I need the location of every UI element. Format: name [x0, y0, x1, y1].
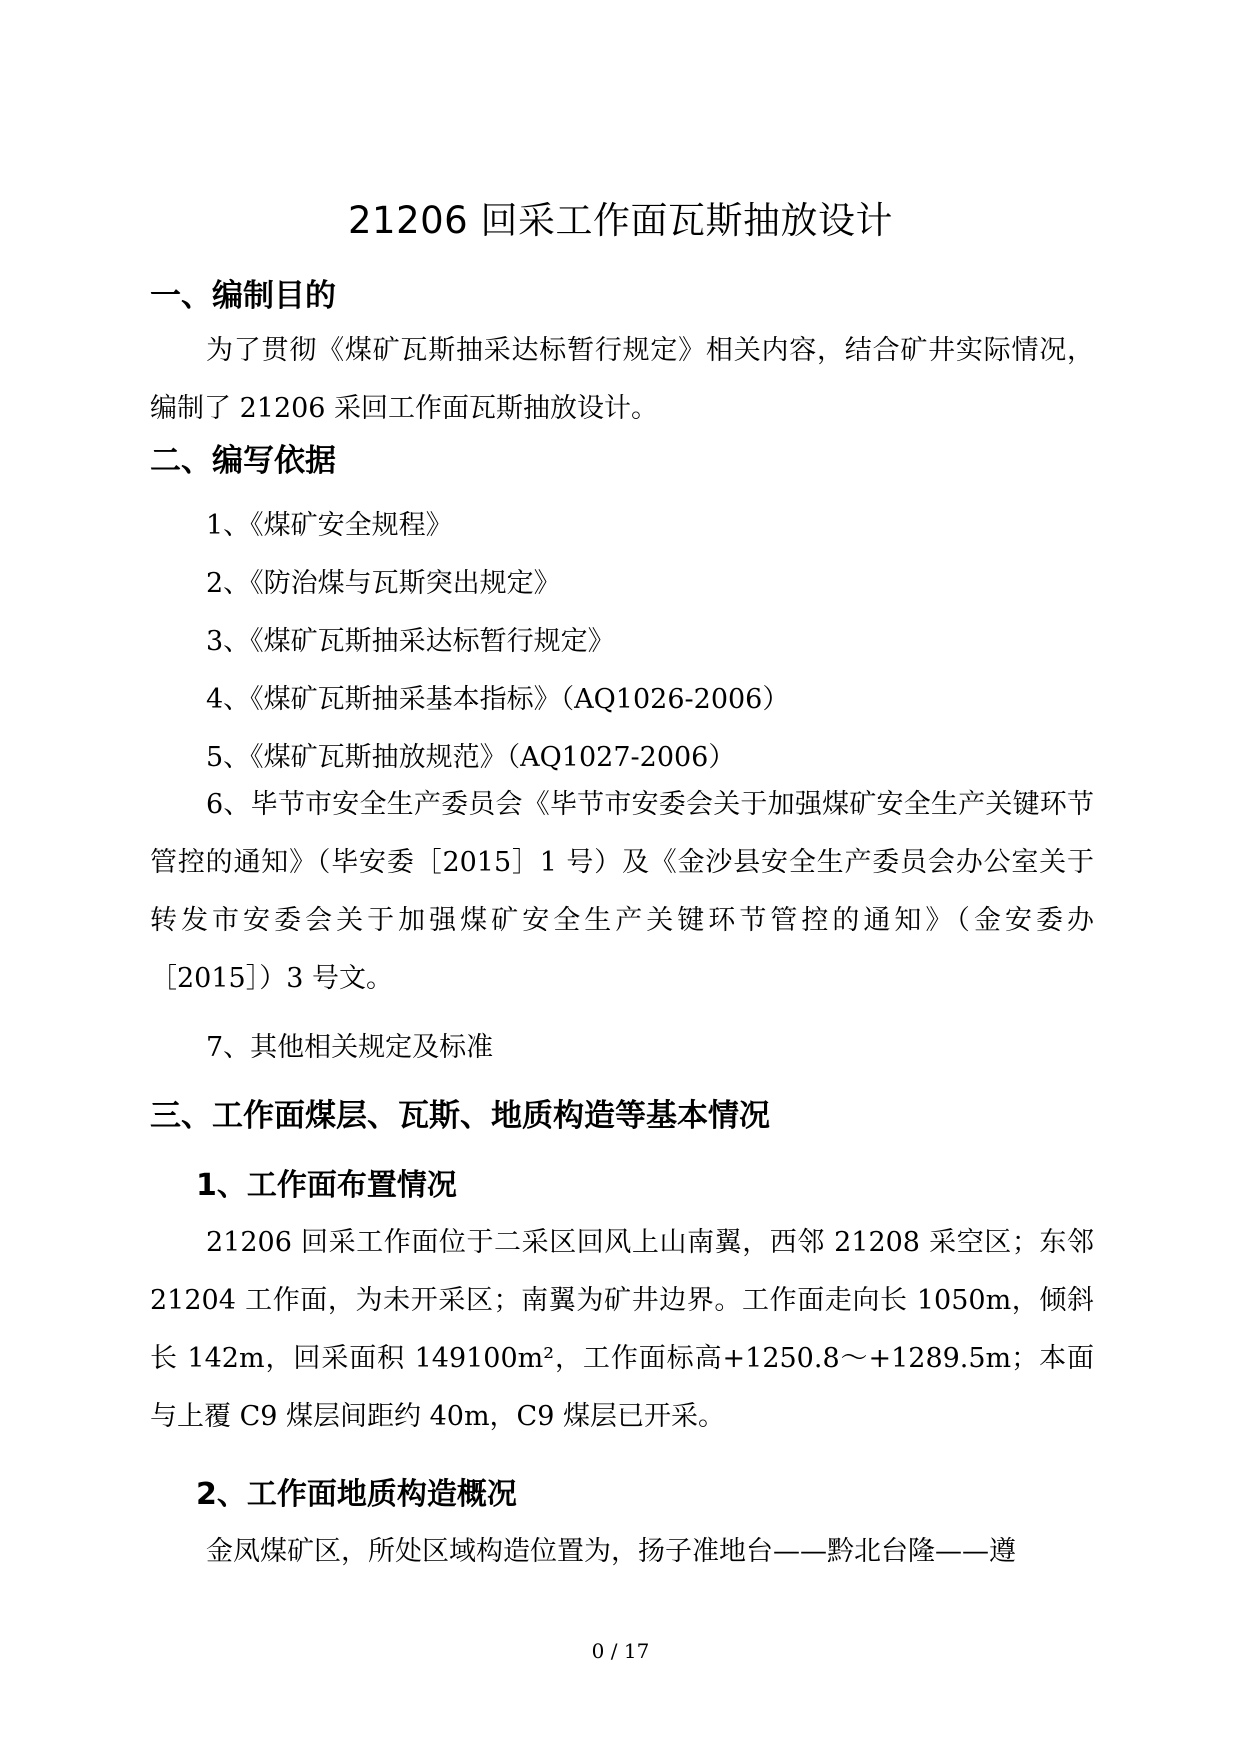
document-title: 21206 回采工作面瓦斯抽放设计 [348, 199, 893, 242]
section-heading-basic-conditions: 三、工作面煤层、瓦斯、地质构造等基本情况 [150, 1098, 770, 1134]
section-heading-basis: 二、编写依据 [150, 443, 336, 479]
paragraph-layout: 21206 回采工作面位于二采区回风上山南翼，西邻 21208 采空区；东邻 21204 工作面，为未开采区；南翼为矿井边界。工作面走向长 1050m，倾斜长 142m，回采面积 149100m²，工作面标高+1250.8～+1289.5m；本面与上覆 C9 煤层间距约 40m，C9 煤层已开采。 [150, 1227, 1094, 1432]
section-heading-purpose: 一、编制目的 [150, 278, 336, 314]
basis-item-5: 5、《煤矿瓦斯抽放规范》（AQ1027-2006） [206, 742, 736, 773]
paragraph-geology: 金凤煤矿区，所处区域构造位置为，扬子准地台——黔北台隆——遵 [206, 1536, 1016, 1567]
basis-item-3: 3、《煤矿瓦斯抽采达标暂行规定》 [206, 626, 615, 657]
subsection-heading-geology: 2、工作面地质构造概况 [196, 1477, 517, 1512]
paragraph-purpose: 为了贯彻《煤矿瓦斯抽采达标暂行规定》相关内容，结合矿井实际情况，编制了 21206 采回工作面瓦斯抽放设计。 [150, 335, 1094, 424]
basis-item-7: 7、其他相关规定及标准 [206, 1032, 494, 1063]
subsection-heading-layout: 1、工作面布置情况 [196, 1168, 457, 1203]
basis-item-4: 4、《煤矿瓦斯抽采基本指标》（AQ1026-2006） [206, 684, 790, 715]
page-number: 0 / 17 [591, 1639, 650, 1663]
basis-item-6: 6、毕节市安全生产委员会《毕节市安委会关于加强煤矿安全生产关键环节管控的通知》（毕安委［2015］1 号）及《金沙县安全生产委员会办公室关于转发市安委会关于加强煤矿安全生产关键环节管控的通知》（金安委办［2015］）3 号文。 [150, 789, 1094, 994]
basis-item-1: 1、《煤矿安全规程》 [206, 510, 453, 541]
basis-item-2: 2、《防治煤与瓦斯突出规定》 [206, 568, 561, 599]
